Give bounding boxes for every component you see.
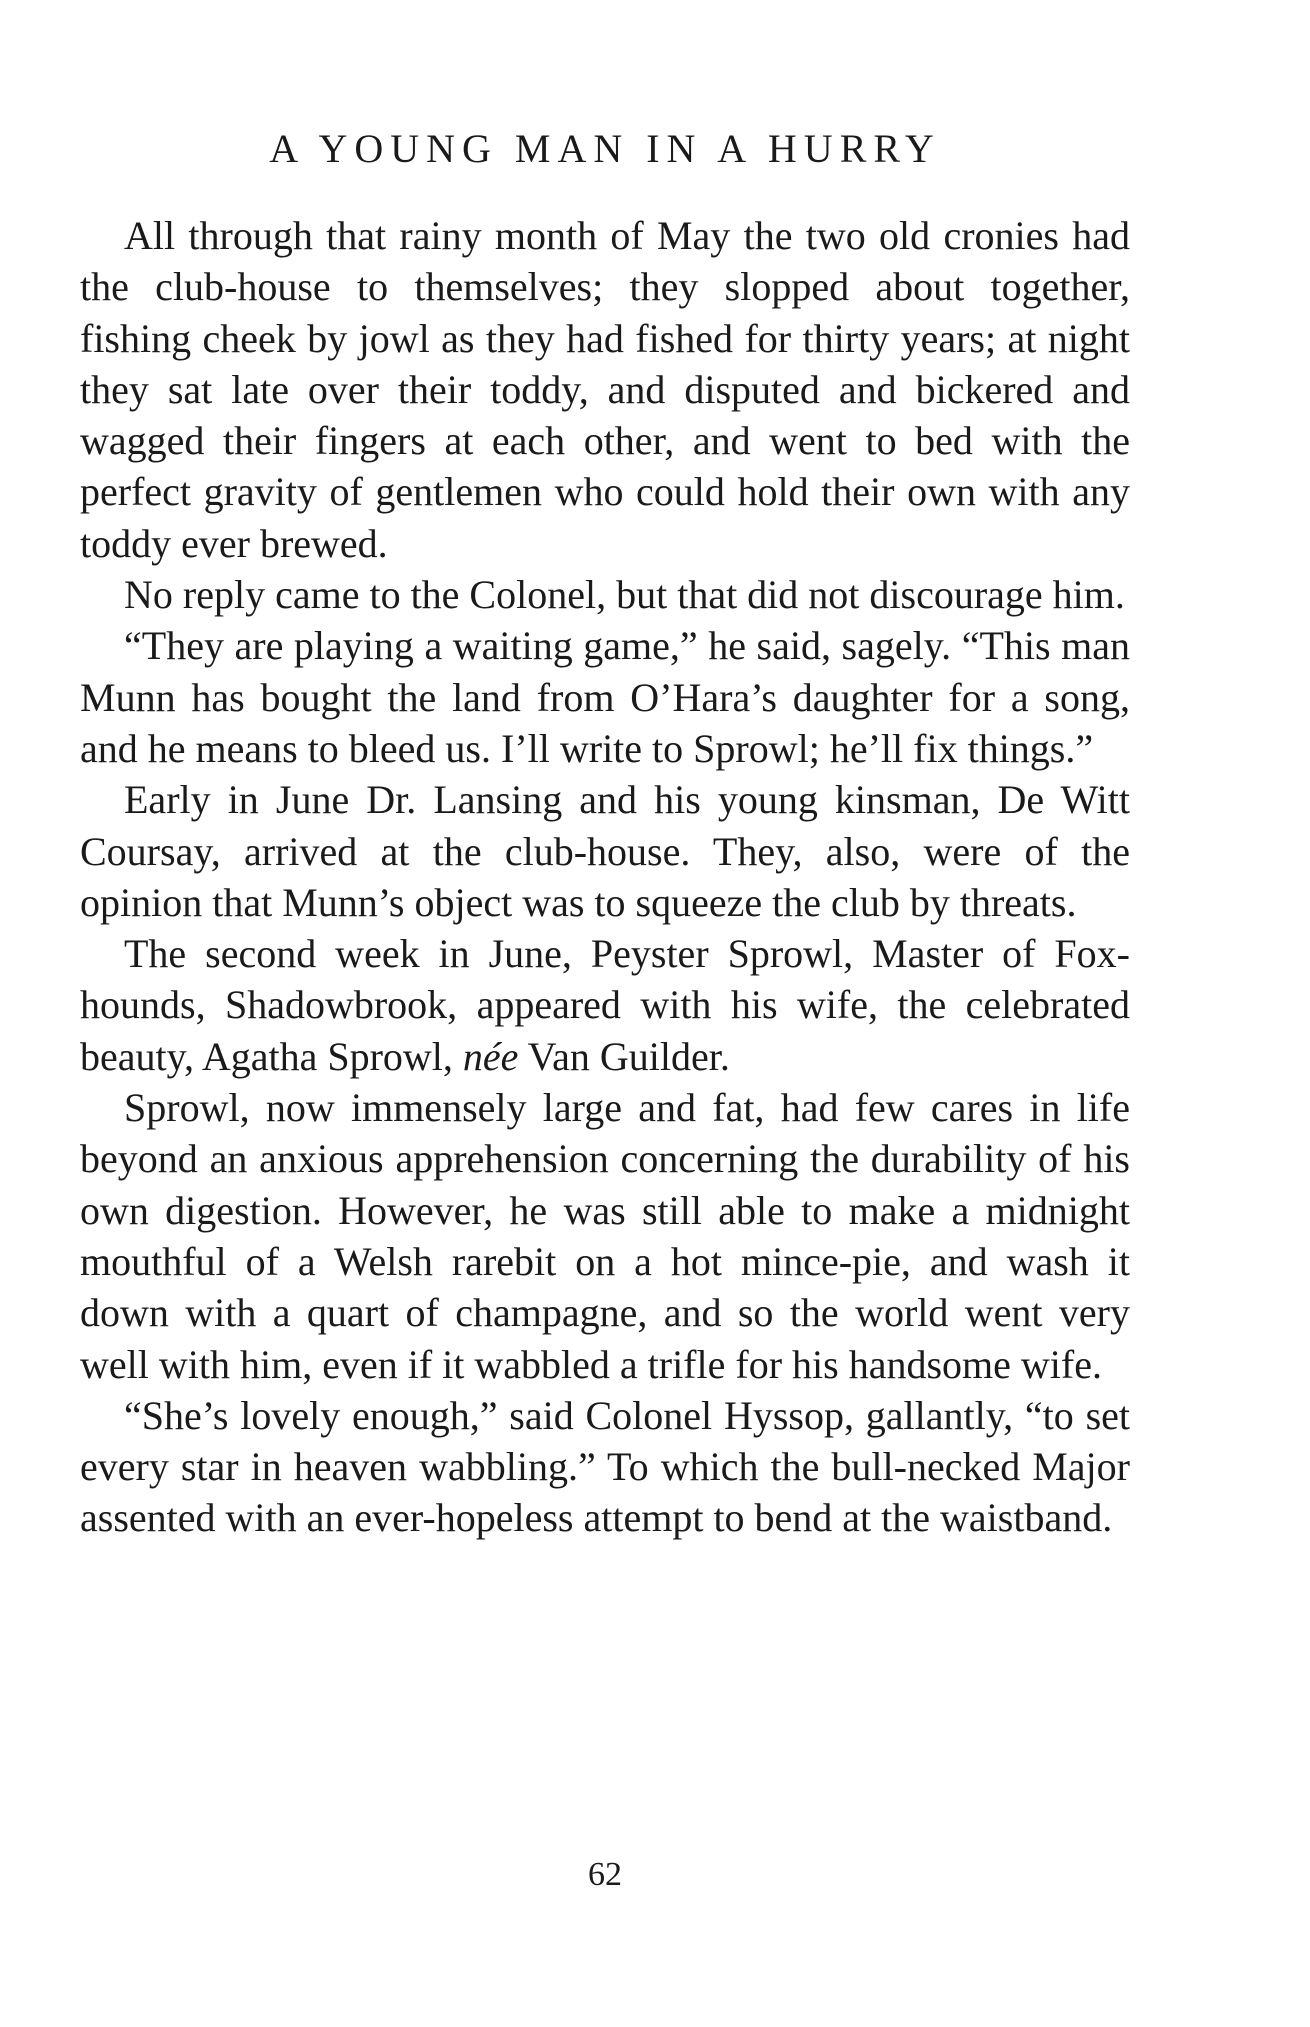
page-number: 62	[588, 1856, 622, 1893]
paragraph: Sprowl, now immensely large and fat, had few cares in life beyond an anxious apprehension concerning the durability of his own digestion. However, he was still able to make a midnight mouthful of a Welsh rarebit on a hot mince-pie, and wash it down with a quart of champagne, and so the world went very well with him, even if it wabbled a trifle for his handsome wife.	[80, 1085, 1130, 1387]
italic-word: née	[462, 1033, 519, 1079]
paragraph-text: Van Guilder.	[518, 1033, 730, 1079]
paragraph: No reply came to the Colonel, but that did not discourage him.	[124, 572, 1125, 618]
paragraph: All through that rainy month of May the two old cronies had the club-house to themselves; they slopped about together, fishing cheek by jowl as they had fished for thirty years; at night they sat late over their toddy, and disputed and bickered and wagged their fingers at each other, and went to bed with the perfect gravity of gentlemen who could hold their own with any toddy ever brewed.	[80, 213, 1130, 566]
paragraph: Early in June Dr. Lansing and his young kinsman, De Witt Coursay, arrived at the club-house. They, also, were of the opinion that Munn’s object was to squeeze the club by threats.	[80, 777, 1130, 925]
paragraph: “She’s lovely enough,” said Colonel Hyssop, gallantly, “to set every star in heaven wabbling.” To which the bull-necked Major assented with an ever-hopeless attempt to bend at the waistband.	[80, 1392, 1130, 1541]
paragraph: “They are playing a waiting game,” he said, sagely. “This man Munn has bought the land from O’Hara’s daughter for a song, and he means to bleed us. I’ll write to Sprowl; he’ll fix things.”	[80, 623, 1130, 771]
book-page	[80, 0, 1130, 2027]
paragraph-text: The second week in June, Peyster Sprowl, Master of Fox-hounds, Shadowbrook, appeared with his wife, the celebrated beauty, Agatha Sprowl,	[80, 931, 1130, 1079]
paragraph	[80, 928, 1130, 1082]
body-text	[80, 210, 1130, 1544]
running-head: A YOUNG MAN IN A HURRY	[269, 126, 941, 171]
